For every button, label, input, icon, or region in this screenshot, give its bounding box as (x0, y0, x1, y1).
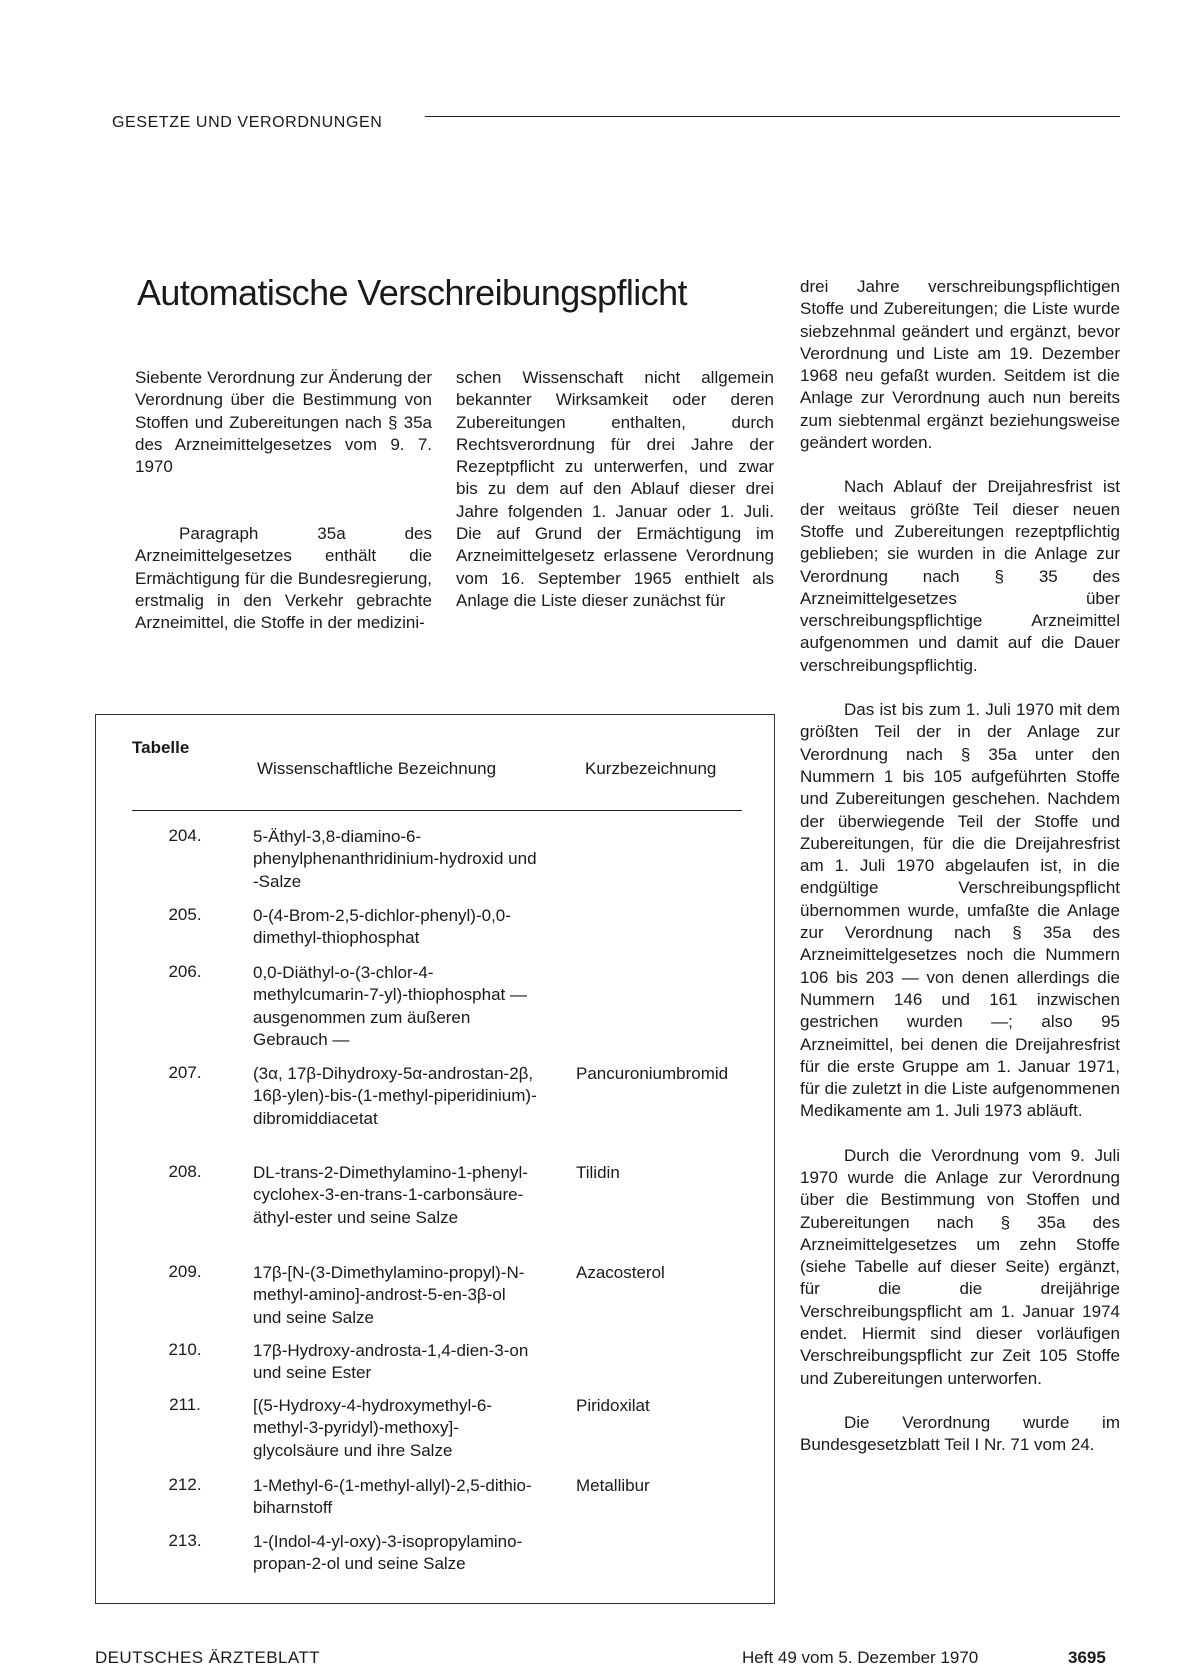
row-short: Metallibur (576, 1476, 650, 1495)
row-number: 210. (168, 1340, 202, 1359)
row-name: 17β-Hydroxy-androsta-1,4-dien-3-on und seine Ester (253, 1341, 529, 1383)
row-name: 0-(4-Brom-2,5-dichlor-phenyl)-0,0-dimethyl-thiophosphat (253, 906, 511, 948)
row-name: 0,0-Diäthyl-o-(3-chlor-4-methylcumarin-7-yl)-thiophosphat — ausgenommen zum äußeren Gebrauch — (253, 963, 527, 1049)
row-name: 5-Äthyl-3,8-diamino-6-phenylphenanthridinium-hydroxid und -Salze (253, 827, 537, 891)
row-number: 207. (168, 1063, 202, 1082)
row-number: 205. (168, 905, 202, 924)
row-name: 1-(Indol-4-yl-oxy)-3-isopropylamino-propan-2-ol und seine Salze (253, 1532, 523, 1574)
row-number: 206. (168, 962, 202, 981)
row-short: Pancuroniumbromid (576, 1064, 729, 1083)
row-number: 209. (168, 1262, 202, 1281)
table-header-rule (132, 810, 742, 811)
column3-paragraph-1: drei Jahre verschreibungspflichtigen Stoffe und Zubereitungen; die Liste wurde siebzehnmal geändert und ergänzt, bevor Verordnung und Liste am 19. Dezember 1968 neu gefaßt wurden. Seitdem ist die Anlage zur Verordnung auch nun bereits zum siebtenmal ergänzt beziehungsweise geändert worden. (800, 277, 1120, 453)
footer-issue: Heft 49 vom 5. Dezember 1970 (742, 1648, 979, 1667)
intro-subtitle: Siebente Verordnung zur Änderung der Verordnung über die Bestimmung von Stoffen und Zubereitungen nach § 35a des Arzneimittelgesetzes vom 9. 7. 1970 (135, 368, 432, 477)
table-header-name: Wissenschaftliche Bezeichnung (257, 759, 497, 778)
column2-text: schen Wissenschaft nicht allgemein bekannter Wirksamkeit oder deren Zubereitungen enthalten, durch Rechtsverordnung für drei Jahre der Rezeptpflicht zu unterwerfen, und zwar bis zu dem auf den Ablauf dieser drei Jahre folgenden 1. Januar oder 1. Juli. Die auf Grund der Ermächtigung im Arzneimittelgesetz erlassene Verordnung vom 16. September 1965 enthielt als Anlage die Liste dieser zunächst für (456, 368, 774, 610)
row-short: Tilidin (576, 1163, 620, 1182)
table-header-short: Kurzbezeichnung (585, 759, 717, 778)
row-name: 17β-[N-(3-Dimethylamino-propyl)-N-methyl-amino]-androst-5-en-3β-ol und seine Salze (253, 1263, 525, 1327)
section-header: GESETZE UND VERORDNUNGEN (112, 114, 383, 131)
row-number: 208. (168, 1162, 202, 1181)
table-label: Tabelle (132, 738, 190, 757)
row-number: 211. (169, 1395, 201, 1414)
column3 (800, 276, 1120, 1457)
column3-paragraph-5: Die Verordnung wurde im Bundesgesetzblatt Teil I Nr. 71 vom 24. (800, 1412, 1120, 1455)
header-rule (425, 116, 1120, 117)
article-title: Automatische Verschreibungspflicht (137, 272, 687, 313)
footer-journal: DEUTSCHES ÄRZTEBLATT (95, 1648, 320, 1667)
row-number: 212. (168, 1475, 202, 1494)
row-number: 204. (168, 826, 202, 845)
row-number: 213. (168, 1531, 202, 1550)
footer-page-number: 3695 (1068, 1648, 1106, 1667)
row-name: 1-Methyl-6-(1-methyl-allyl)-2,5-dithio-biharnstoff (253, 1476, 532, 1518)
column3-paragraph-4: Durch die Verordnung vom 9. Juli 1970 wurde die Anlage zur Verordnung über die Bestimmung von Stoffen und Zubereitungen nach § 35a des Arzneimittelgesetzes um zehn Stoffe (siehe Tabelle auf dieser Seite) ergänzt, für die die dreijährige Verschreibungspflicht am 1. Januar 1974 endet. Hiermit sind dieser vorläufigen Verschreibungspflicht zur Zeit 105 Stoffe und Zubereitungen unterworfen. (800, 1145, 1120, 1388)
row-name: [(5-Hydroxy-4-hydroxymethyl-6-methyl-3-pyridyl)-methoxy]-glycolsäure und ihre Salze (253, 1396, 492, 1460)
column3-paragraph-3: Das ist bis zum 1. Juli 1970 mit dem größten Teil der in der Anlage zur Verordnung nach § 35a unter den Nummern 1 bis 105 aufgeführten Stoffe und Zubereitungen geschehen. Nachdem der überwiegende Teil der Stoffe und Zubereitungen, für die die Dreijahresfrist am 1. Juli 1970 abgelaufen ist, in die endgültige Verschreibungspflicht übernommen wurde, umfaßte die Anlage zur Verordnung nach § 35a des Arzneimittelgesetzes noch die Nummern 106 bis 203 — von denen allerdings die Nummern 146 und 161 inzwischen gestrichen wurden —; also 95 Arzneimittel, bei denen die Dreijahresfrist für die erste Gruppe am 1. Januar 1971, für die zuletzt in die Liste aufgenommenen Medikamente am 1. Juli 1973 abläuft. (800, 700, 1120, 1121)
row-short: Azacosterol (576, 1263, 665, 1282)
column3-paragraph-2: Nach Ablauf der Dreijahresfrist ist der weitaus größte Teil dieser neuen Stoffe und Zubereitungen rezeptpflichtig geblieben; sie wurden in die Anlage zur Verordnung nach § 35 des Arzneimittelgesetzes über verschreibungspflichtige Arzneimittel aufgenommen und damit auf die Dauer verschreibungspflichtig. (800, 477, 1120, 675)
row-short: Piridoxilat (576, 1396, 650, 1415)
intro-paragraph: Paragraph 35a des Arzneimittelgesetzes enthält die Ermächtigung für die Bundesregierung, erstmalig in den Verkehr gebrachte Arzneimittel, die Stoffe in der medizini- (135, 524, 432, 633)
row-name: DL-trans-2-Dimethylamino-1-phenyl-cyclohex-3-en-trans-1-carbonsäure-äthyl-ester und seine Salze (253, 1163, 528, 1227)
row-name: (3α, 17β-Dihydroxy-5α-androstan-2β, 16β-ylen)-bis-(1-methyl-piperidinium)-dibromiddiacetat (253, 1064, 537, 1128)
